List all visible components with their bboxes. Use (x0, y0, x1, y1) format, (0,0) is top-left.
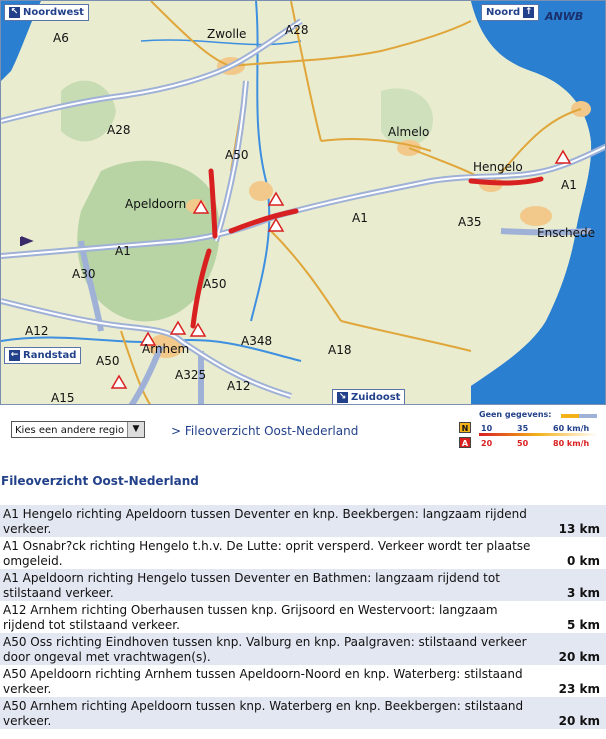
list-item (0, 569, 606, 601)
incident-text: A50 Oss richting Eindhoven tussen knp. Valburg en knp. Paalgraven: stilstaand verkeer door ongeval met vrachtwagen(s). (3, 635, 527, 664)
road-label: A6 (53, 31, 69, 45)
incident-distance: 20 km (558, 714, 600, 728)
legend-value: 60 km/h (553, 424, 590, 433)
incident-text: A50 Arnhem richting Apeldoorn tussen knp. Waterberg en knp. Beekbergen: stilstaand verkeer. (3, 699, 524, 728)
place-label: Hengelo (473, 160, 523, 174)
road-label: A348 (241, 334, 273, 348)
list-item (0, 633, 606, 665)
region-select[interactable] (11, 421, 145, 438)
incident-text: A1 Apeldoorn richting Hengelo tussen Deventer en Bathmen: langzaam rijdend tot stilstaand verkeer. (3, 571, 500, 600)
legend-badge-n: N (459, 422, 471, 433)
road-label: A12 (25, 324, 49, 338)
road-label: A50 (225, 148, 249, 162)
legend-value: 20 (481, 439, 493, 448)
legend-nodata-swatch-2 (579, 414, 597, 418)
legend-value: 10 (481, 424, 493, 433)
road-label: A35 (458, 215, 482, 229)
road-label: A28 (107, 123, 131, 137)
nav-southeast-button[interactable]: ↘ Zuidoost (332, 389, 405, 405)
incident-text: A1 Osnabr?ck richting Hengelo t.h.v. De Lutte: oprit versperd. Verkeer wordt ter plaatse omgeleid. (3, 539, 531, 568)
incident-distance: 23 km (558, 682, 600, 696)
road-label: A50 (96, 354, 120, 368)
place-label: Almelo (388, 125, 430, 139)
arrow-northwest-icon: ↖ (10, 6, 19, 17)
list-item (0, 601, 606, 633)
legend-value: 80 km/h (553, 439, 590, 448)
road-label: A15 (51, 391, 75, 405)
road-label: A1 (115, 244, 131, 258)
section-title: Fileoverzicht Oost-Nederland (1, 474, 199, 488)
incident-distance: 3 km (566, 586, 600, 600)
legend-badge-a: A (459, 437, 471, 448)
incident-distance: 5 km (566, 618, 600, 632)
incident-distance: 0 km (566, 554, 600, 568)
legend-value: 35 (517, 424, 529, 433)
road-label: A12 (227, 379, 251, 393)
road-label: A18 (328, 343, 352, 357)
overview-link[interactable]: > Fileoverzicht Oost-Nederland (171, 424, 359, 438)
incident-text: A12 Arnhem richting Oberhausen tussen knp. Grijsoord en Westervoort: langzaam rijdend tot stilstaand verkeer. (3, 603, 498, 632)
road-label: A325 (175, 368, 207, 382)
incident-text: A50 Apeldoorn richting Arnhem tussen Apeldoorn-Noord en knp. Waterberg: stilstaand verkeer. (3, 667, 523, 696)
map-canvas (1, 1, 606, 405)
place-label: Zwolle (207, 27, 247, 41)
road-label: A1 (352, 211, 368, 225)
nav-north-button[interactable]: Noord ↑ (481, 4, 539, 21)
brand-logo: ANWB (545, 10, 584, 23)
road-label: A50 (203, 277, 227, 291)
legend-gradient-1 (479, 433, 597, 436)
place-label: Apeldoorn (125, 197, 187, 211)
list-item (0, 697, 606, 729)
chevron-down-icon[interactable]: ▼ (127, 422, 144, 437)
speed-legend (455, 410, 600, 450)
region-select-value: Kies een andere regio (15, 425, 125, 436)
legend-nodata-label: Geen gegevens: (479, 410, 552, 419)
nav-west-button[interactable]: ← Randstad (4, 347, 81, 364)
arrow-southeast-icon: ↘ (338, 391, 347, 402)
road-label: A30 (72, 267, 96, 281)
road-label: A1 (561, 178, 577, 192)
incident-list (0, 505, 606, 729)
incident-distance: 20 km (558, 650, 600, 664)
legend-value: 50 (517, 439, 529, 448)
incident-distance: 13 km (558, 522, 600, 536)
list-item (0, 537, 606, 569)
list-item (0, 665, 606, 697)
road-label: A28 (285, 23, 309, 37)
arrow-up-icon: ↑ (524, 6, 533, 17)
place-label: Arnhem (142, 342, 190, 356)
place-label: Enschede (537, 226, 596, 240)
list-item (0, 505, 606, 537)
incident-text: A1 Hengelo richting Apeldoorn tussen Deventer en knp. Beekbergen: langzaam rijdend verkeer. (3, 507, 527, 536)
nav-northwest-button[interactable]: ↖ Noordwest (4, 4, 89, 21)
arrow-left-icon: ← (10, 349, 19, 360)
